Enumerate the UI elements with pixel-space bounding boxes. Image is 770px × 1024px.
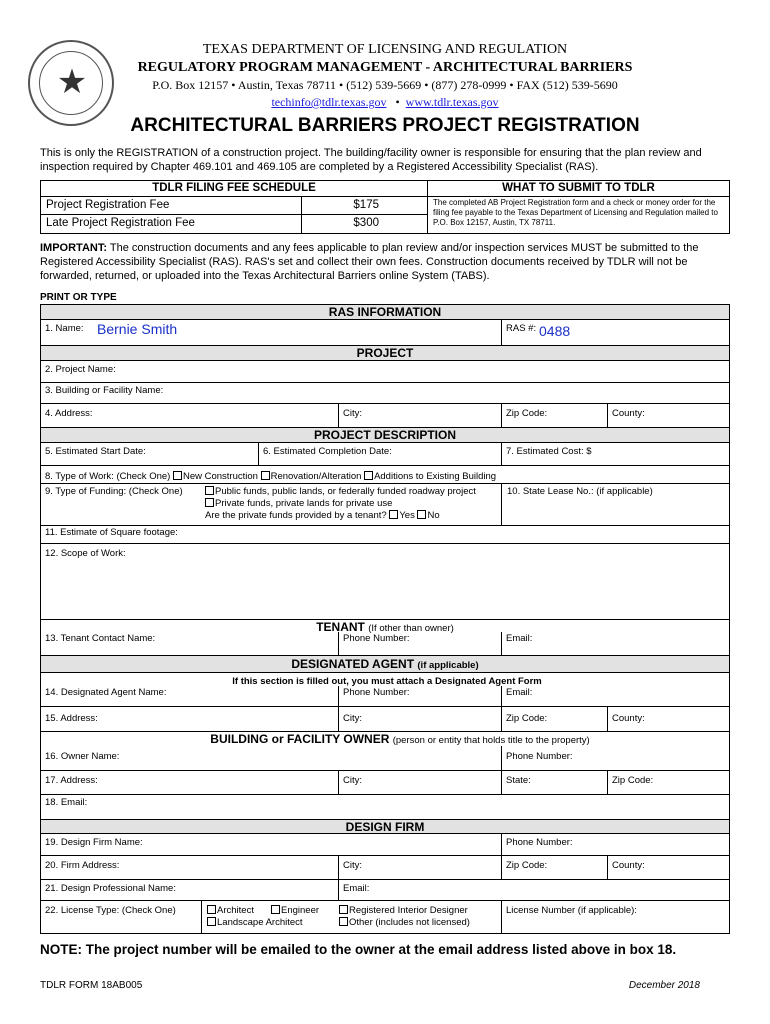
important-notice	[40, 241, 730, 283]
firm-city-field[interactable]: City:	[343, 860, 362, 871]
other-checkbox[interactable]	[339, 917, 348, 926]
tenant-subtitle: (If other than owner)	[368, 623, 454, 634]
section-design-firm: DESIGN FIRM	[41, 819, 729, 834]
county-field[interactable]: County:	[612, 408, 645, 419]
license-option	[267, 905, 319, 917]
section-owner	[41, 731, 729, 746]
agent-city-field[interactable]: City:	[343, 713, 362, 724]
architect-checkbox[interactable]	[207, 905, 216, 914]
program-name: REGULATORY PROGRAM MANAGEMENT - ARCHITECTURAL BARRIERS	[137, 60, 633, 75]
fee-schedule-header: TDLR FILING FEE SCHEDULE	[152, 182, 316, 194]
checkbox-label: Renovation/Alteration	[270, 471, 362, 482]
scope-of-work-field[interactable]: 12. Scope of Work:	[45, 548, 126, 559]
website-link[interactable]: www.tdlr.texas.gov	[405, 95, 499, 109]
fee-schedule-table	[40, 180, 730, 234]
tenant-question-row	[201, 510, 440, 522]
submit-header: WHAT TO SUBMIT TO TDLR	[502, 182, 655, 194]
agent-phone-field[interactable]: Phone Number:	[343, 687, 410, 698]
type-of-work-label: 8. Type of Work: (Check One)	[45, 471, 171, 482]
license-option	[203, 917, 303, 929]
form-title: ARCHITECTURAL BARRIERS PROJECT REGISTRATION	[130, 115, 640, 136]
name-field[interactable]: Bernie Smith	[97, 321, 178, 337]
checkbox-label: Yes	[399, 510, 415, 521]
email-link[interactable]: techinfo@tdlr.texas.gov	[271, 95, 387, 109]
fee-row-label: Project Registration Fee	[46, 199, 170, 211]
funding-label: 9. Type of Funding: (Check One)	[45, 486, 183, 497]
design-firm-name-field[interactable]: 19. Design Firm Name:	[45, 837, 143, 848]
important-text: The construction documents and any fees applicable to plan review and/or inspection services MUST be submitted to the Registered Accessibility Specialist (RAS). RAS's set and collect their own fees. Construction documents received by TDLR will not be forwarded, returned, or uploaded into the Texas Architectural Barriers online System (TABS).	[40, 242, 699, 282]
license-option	[335, 905, 468, 917]
note-text: NOTE: The project number will be emailed to the owner at the email address listed above in box 18.	[40, 942, 677, 957]
agent-notice: If this section is filled out, you must attach a Designated Agent Form	[232, 676, 542, 687]
checkbox-label: Landscape Architect	[217, 917, 303, 928]
design-email-field[interactable]: Email:	[343, 883, 370, 894]
facility-name-field[interactable]: 3. Building or Facility Name:	[45, 385, 164, 396]
license-option	[335, 917, 470, 929]
renovation-checkbox[interactable]	[261, 471, 270, 480]
address-field[interactable]: 4. Address:	[45, 408, 93, 419]
ras-number-field[interactable]: 0488	[539, 323, 571, 339]
estimated-cost-field[interactable]: 7. Estimated Cost: $	[506, 446, 592, 457]
checkbox-label: Architect	[217, 905, 254, 916]
checkbox-label: Public funds, public lands, or federally funded roadway project	[215, 486, 476, 497]
project-name-field[interactable]: 2. Project Name:	[45, 364, 116, 375]
agent-subtitle: (if applicable)	[417, 660, 479, 671]
city-field[interactable]: City:	[343, 408, 362, 419]
firm-county-field[interactable]: County:	[612, 860, 645, 871]
name-label: 1. Name:	[45, 323, 84, 334]
owner-city-field[interactable]: City:	[343, 775, 362, 786]
design-professional-field[interactable]: 21. Design Professional Name:	[45, 883, 176, 894]
agent-name-field[interactable]: 14. Designated Agent Name:	[45, 687, 167, 698]
fee-row-label: Late Project Registration Fee	[46, 217, 195, 229]
section-project: PROJECT	[41, 345, 729, 361]
registration-form	[40, 304, 730, 934]
agent-email-field[interactable]: Email:	[506, 687, 533, 698]
section-project-description: PROJECT DESCRIPTION	[41, 427, 729, 443]
funding-option	[201, 498, 392, 510]
square-footage-field[interactable]: 11. Estimate of Square footage:	[45, 527, 178, 538]
form-date: December 2018	[628, 980, 700, 991]
section-tenant	[41, 619, 729, 632]
new-construction-checkbox[interactable]	[173, 471, 182, 480]
form-id: TDLR FORM 18AB005	[40, 980, 143, 991]
agent-title: DESIGNATED AGENT	[291, 657, 415, 671]
interior-designer-checkbox[interactable]	[339, 905, 348, 914]
additions-checkbox[interactable]	[364, 471, 373, 480]
type-of-work-row	[41, 471, 496, 483]
agent-zip-field[interactable]: Zip Code:	[506, 713, 548, 724]
design-phone-field[interactable]: Phone Number:	[506, 837, 573, 848]
public-funds-checkbox[interactable]	[205, 486, 214, 495]
owner-state-field[interactable]: State:	[506, 775, 531, 786]
fee-row-amount: $175	[353, 199, 379, 211]
owner-address-field[interactable]: 17. Address:	[45, 775, 98, 786]
ras-number-label: RAS #:	[506, 323, 537, 334]
tenant-title: TENANT	[316, 620, 365, 634]
intro-text: This is only the REGISTRATION of a construction project. The building/facility owner is responsible for ensuring that the plan review and inspection required by Chapter 469.101 and 469.105 are completed by a Registered Accessibility Specialist (RAS).	[40, 147, 702, 173]
zip-field[interactable]: Zip Code:	[506, 408, 548, 419]
separator: •	[395, 95, 400, 109]
checkbox-label: Private funds, private lands for private use	[215, 498, 393, 509]
firm-zip-field[interactable]: Zip Code:	[506, 860, 548, 871]
license-type-label: 22. License Type: (Check One)	[45, 905, 176, 916]
submit-instructions: The completed AB Project Registration form and a check or money order for the filing fee payable to the Texas Department of Licensing and Regulation mailed to P.O. Box 12157, Austin, TX 78711.	[433, 198, 718, 227]
private-funds-checkbox[interactable]	[205, 498, 214, 507]
engineer-checkbox[interactable]	[271, 905, 280, 914]
checkbox-label: Registered Interior Designer	[349, 905, 468, 916]
firm-address-field[interactable]: 20. Firm Address:	[45, 860, 120, 871]
tenant-phone-field[interactable]: Phone Number:	[343, 633, 410, 644]
owner-name-field[interactable]: 16. Owner Name:	[45, 751, 120, 762]
owner-subtitle: (person or entity that holds title to the property)	[392, 735, 590, 746]
star-icon: ★	[56, 63, 88, 101]
agent-county-field[interactable]: County:	[612, 713, 645, 724]
funding-option	[201, 486, 476, 498]
checkbox-label: Other (includes not licensed)	[349, 917, 470, 928]
contact-line: P.O. Box 12157 • Austin, Texas 78711 • (512) 539-5669 • (877) 278-0999 • FAX (512) 539-5690	[152, 78, 618, 92]
checkbox-label: Engineer	[281, 905, 320, 916]
tenant-email-field[interactable]: Email:	[506, 633, 533, 644]
tenant-contact-field[interactable]: 13. Tenant Contact Name:	[45, 633, 156, 644]
print-or-type: PRINT OR TYPE	[40, 292, 117, 303]
web-line	[100, 95, 670, 110]
checkbox-label: New Construction	[182, 471, 258, 482]
checkbox-label: No	[427, 510, 440, 521]
state-lease-field[interactable]: 10. State Lease No.: (if applicable)	[507, 486, 653, 497]
section-designated-agent	[41, 655, 729, 673]
yes-checkbox[interactable]	[389, 510, 398, 519]
landscape-architect-checkbox[interactable]	[207, 917, 216, 926]
checkbox-label: Additions to Existing Building	[374, 471, 497, 482]
owner-zip-field[interactable]: Zip Code:	[612, 775, 654, 786]
section-ras: RAS INFORMATION	[41, 305, 729, 320]
important-label: IMPORTANT:	[40, 242, 108, 254]
no-checkbox[interactable]	[417, 510, 426, 519]
license-number-field[interactable]: License Number (if applicable):	[506, 905, 637, 916]
owner-title: BUILDING or FACILITY OWNER	[210, 732, 390, 746]
tenant-question: Are the private funds provided by a tenant?	[205, 510, 387, 521]
completion-date-field[interactable]: 6. Estimated Completion Date:	[263, 446, 392, 457]
owner-email-field[interactable]: 18. Email:	[45, 797, 88, 808]
owner-phone-field[interactable]: Phone Number:	[506, 751, 573, 762]
fee-row-amount: $300	[353, 217, 379, 229]
agent-address-field[interactable]: 15. Address:	[45, 713, 98, 724]
agency-name: TEXAS DEPARTMENT OF LICENSING AND REGULATION	[202, 42, 568, 57]
start-date-field[interactable]: 5. Estimated Start Date:	[45, 446, 146, 457]
license-option	[203, 905, 254, 917]
